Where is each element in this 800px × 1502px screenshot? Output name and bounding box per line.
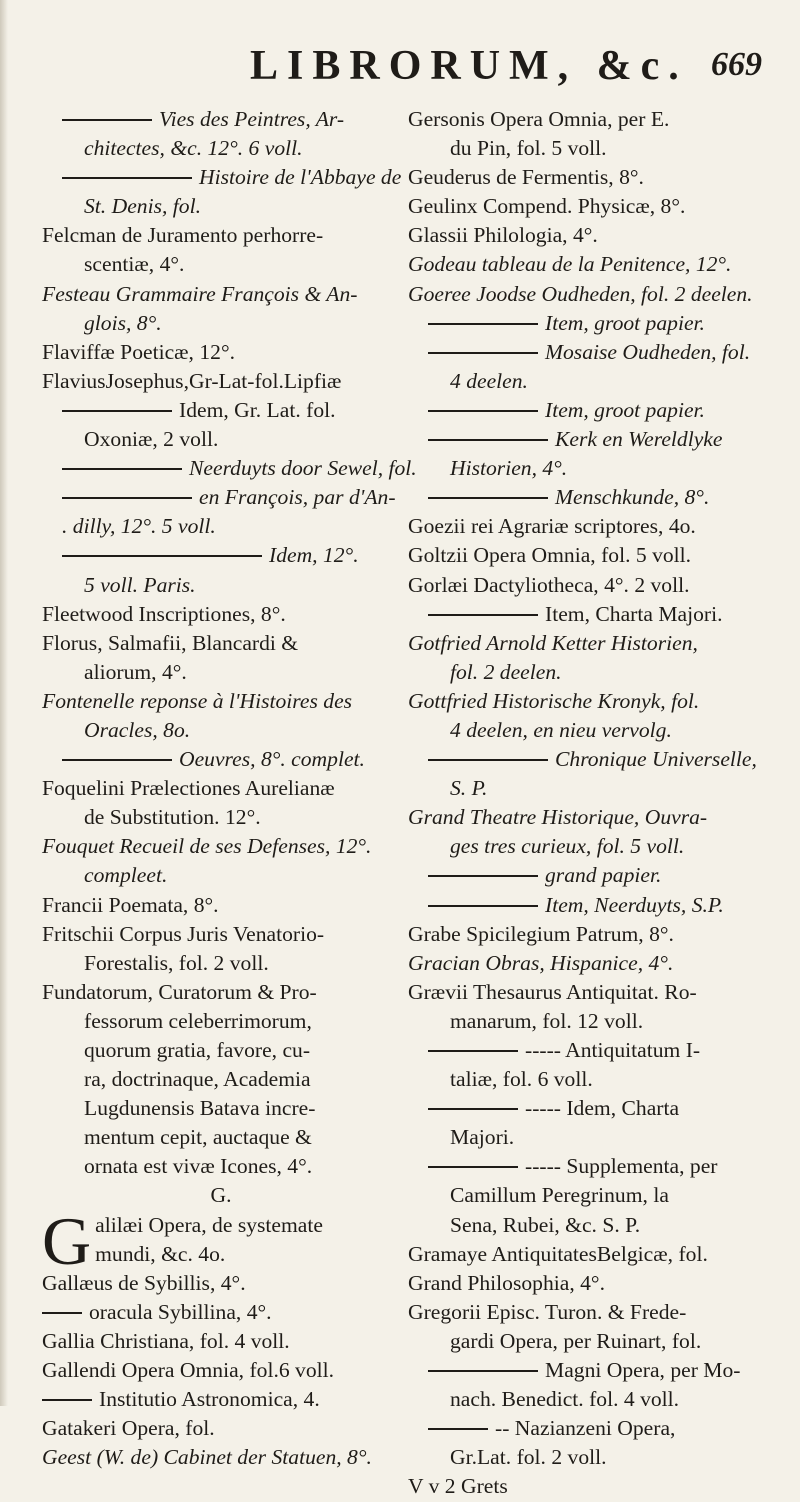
entry-text: . dilly, 12°. 5 voll. (62, 514, 216, 539)
catalogue-line (42, 105, 400, 134)
catalogue-line (408, 221, 778, 250)
catalogue-line (408, 1327, 778, 1356)
ditto-rule (428, 759, 548, 761)
ditto-rule (428, 1108, 518, 1110)
catalogue-line (42, 338, 400, 367)
catalogue-line (408, 192, 778, 221)
catalogue-line (408, 1152, 778, 1181)
ditto-rule (62, 119, 152, 121)
entry-text: aliorum, 4°. (84, 659, 187, 684)
catalogue-line (408, 250, 778, 279)
catalogue-line (42, 309, 400, 338)
entry-text: Flaviffæ Poeticæ, 12°. (42, 339, 235, 364)
entry-text: du Pin, fol. 5 voll. (450, 136, 607, 161)
catalogue-line (408, 861, 778, 890)
entry-text: Idem, Gr. Lat. fol. (179, 397, 336, 422)
entry-text: Sena, Rubei, &c. S. P. (450, 1212, 641, 1237)
entry-text: ----- Supplementa, per (525, 1154, 718, 1179)
entry-text: Vies des Peintres, Ar- (159, 107, 345, 131)
entry-text: Oeuvres, 8°. complet. (179, 747, 365, 772)
catalogue-line (408, 134, 778, 163)
entry-text: mentum cepit, auctaque & (84, 1125, 312, 1150)
entry-text: Idem, 12°. (269, 543, 359, 568)
entry-text: 4 deelen, en nieu vervolg. (450, 717, 672, 742)
catalogue-line (42, 1385, 400, 1414)
entry-text: Francii Poemata, 8°. (42, 892, 219, 917)
catalogue-line (408, 1181, 778, 1210)
catalogue-line (42, 658, 400, 687)
entry-text: Oracles, 8o. (84, 717, 191, 742)
catalogue-line (408, 1123, 778, 1152)
catalogue-line (408, 1094, 778, 1123)
catalogue-line (408, 891, 778, 920)
catalogue-line (408, 1065, 778, 1094)
catalogue-line (42, 978, 400, 1007)
catalogue-line (408, 1036, 778, 1065)
catalogue-line (408, 1414, 778, 1443)
entry-text: Camillum Peregrinum, la (450, 1183, 669, 1208)
entry-text: ra, doctrinaque, Academia (84, 1067, 311, 1092)
entry-text: manarum, fol. 12 voll. (450, 1008, 644, 1033)
entry-text: Majori. (450, 1125, 515, 1150)
catalogue-line (42, 745, 400, 774)
catalogue-line (42, 367, 400, 396)
catalogue-line (42, 861, 400, 890)
ditto-rule (428, 410, 538, 412)
catalogue-line (42, 221, 400, 250)
catalogue-line (408, 1472, 778, 1501)
catalogue-line (42, 1094, 400, 1123)
catalogue-line (408, 541, 778, 570)
catalogue-line (408, 716, 778, 745)
catalogue-line (42, 600, 400, 629)
entry-text: Neerduyts door Sewel, fol. (189, 456, 417, 481)
catalogue-line (408, 658, 778, 687)
catalogue-line (42, 571, 400, 600)
entry-text: Item, groot papier. (545, 397, 705, 422)
entry-text: G. (210, 1183, 232, 1208)
catalogue-line (408, 629, 778, 658)
entry-text: mundi, &c. 4o. (95, 1241, 226, 1266)
entry-text: Goltzii Opera Omnia, fol. 5 voll. (408, 543, 692, 568)
entry-text: Chronique Universelle, (555, 747, 757, 772)
catalogue-line (42, 1240, 400, 1269)
catalogue-line (42, 1123, 400, 1152)
ditto-rule (62, 410, 172, 412)
right-column (408, 105, 778, 1499)
catalogue-line (408, 600, 778, 629)
ditto-rule (428, 1166, 518, 1168)
ditto-rule (42, 1399, 92, 1401)
ditto-rule (62, 177, 192, 179)
catalogue-line (42, 1327, 400, 1356)
entry-text: 5 voll. Paris. (84, 572, 196, 597)
catalogue-line (408, 396, 778, 425)
ditto-rule (62, 497, 192, 499)
entry-text: Fleetwood Inscriptiones, 8°. (42, 601, 286, 626)
entry-text: Gregorii Episc. Turon. & Frede- (408, 1299, 687, 1324)
ditto-rule (62, 759, 172, 761)
catalogue-line (42, 1443, 400, 1472)
catalogue-line (408, 774, 778, 803)
ditto-rule (428, 352, 538, 354)
catalogue-line (408, 978, 778, 1007)
catalogue-line (408, 803, 778, 832)
entry-text: Institutio Astronomica, 4. (99, 1387, 320, 1412)
catalogue-line (42, 803, 400, 832)
catalogue-line (42, 774, 400, 803)
entry-text: fessorum celeberrimorum, (84, 1008, 312, 1033)
entry-text: Felcman de Juramento perhorre- (42, 223, 324, 248)
entry-text: Geuderus de Fermentis, 8°. (408, 165, 644, 190)
entry-text: oracula Sybillina, 4°. (89, 1299, 272, 1324)
catalogue-line (42, 949, 400, 978)
entry-text: alilæi Opera, de systemate (95, 1212, 323, 1237)
entry-text: Gr.Lat. fol. 2 voll. (450, 1445, 607, 1470)
catalogue-line (42, 1269, 400, 1298)
ditto-rule (428, 439, 548, 441)
catalogue-line (408, 367, 778, 396)
entry-text: S. P. (450, 776, 488, 801)
entry-text: de Substitution. 12°. (84, 805, 261, 830)
catalogue-line (42, 1152, 400, 1181)
entry-text: 4 deelen. (450, 368, 528, 393)
entry-text: Grand Philosophia, 4°. (408, 1270, 605, 1295)
catalogue-line (408, 309, 778, 338)
entry-text: Historien, 4°. (450, 456, 568, 481)
catalogue-line (42, 1181, 400, 1210)
catalogue-line (42, 483, 400, 512)
catalogue-line (42, 1356, 400, 1385)
entry-text: Florus, Salmafii, Blancardi & (42, 630, 299, 655)
catalogue-line (408, 920, 778, 949)
entry-text: Forestalis, fol. 2 voll. (84, 950, 269, 975)
entry-text: Fritschii Corpus Juris Venatorio- (42, 921, 325, 946)
entry-text: ges tres curieux, fol. 5 voll. (450, 834, 685, 859)
entry-text: Gotfried Arnold Ketter Historien, (408, 630, 698, 655)
entry-text: Gracian Obras, Hispanice, 4°. (408, 950, 674, 975)
entry-text: Fouquet Recueil de ses Defenses, 12°. (42, 834, 372, 859)
catalogue-line (408, 571, 778, 600)
catalogue-line (42, 629, 400, 658)
entry-text: quorum gratia, favore, cu- (84, 1038, 311, 1062)
catalogue-line (408, 1385, 778, 1414)
entry-text: Kerk en Wereldlyke (555, 427, 723, 452)
ditto-rule (428, 1370, 538, 1372)
catalogue-line (42, 192, 400, 221)
entry-text: Gallæus de Sybillis, 4°. (42, 1270, 246, 1295)
entry-text: fol. 2 deelen. (450, 659, 562, 684)
ditto-rule (428, 614, 538, 616)
entry-text: -- Nazianzeni Opera, (495, 1416, 676, 1441)
entry-text: ----- Antiquitatum I- (525, 1038, 701, 1062)
catalogue-line (408, 745, 778, 774)
entry-text: Item, Neerduyts, S.P. (545, 892, 724, 917)
entry-text: Gersonis Opera Omnia, per E. (408, 107, 670, 131)
catalogue-line (42, 280, 400, 309)
ditto-rule (428, 905, 538, 907)
catalogue-line (42, 1007, 400, 1036)
entry-text: Item, Charta Majori. (545, 601, 723, 626)
entry-text: Magni Opera, per Mo- (545, 1358, 741, 1383)
entry-text: Item, groot papier. (545, 310, 705, 335)
catalogue-line (408, 1443, 778, 1472)
catalogue-line (42, 1414, 400, 1443)
entry-text: en François, par d'An- (199, 485, 396, 510)
catalogue-line (42, 1298, 400, 1327)
catalogue-line (42, 396, 400, 425)
entry-text: Fontenelle reponse à l'Histoires des (42, 688, 353, 713)
entry-text: Grand Theatre Historique, Ouvra- (408, 805, 708, 830)
catalogue-line (42, 687, 400, 716)
entry-text: taliæ, fol. 6 voll. (450, 1067, 593, 1092)
catalogue-line (408, 1269, 778, 1298)
entry-text: Grabe Spicilegium Patrum, 8°. (408, 921, 674, 946)
ditto-rule (62, 468, 182, 470)
ditto-rule (428, 1428, 488, 1430)
catalogue-line (408, 483, 778, 512)
catalogue-line (408, 105, 778, 134)
entry-text: ----- Idem, Charta (525, 1096, 680, 1121)
entry-text: Geulinx Compend. Physicæ, 8°. (408, 194, 686, 219)
catalogue-line (408, 832, 778, 861)
catalogue-line (408, 163, 778, 192)
ditto-rule (42, 1312, 82, 1314)
catalogue-line (408, 454, 778, 483)
catalogue-line (408, 949, 778, 978)
entry-text: chitectes, &c. 12°. 6 voll. (84, 136, 303, 161)
entry-text: FlaviusJosephus,Gr-Lat-fol.Lipfiæ (42, 368, 342, 393)
entry-text: Histoire de l'Abbaye de (199, 165, 402, 190)
ditto-rule (62, 555, 262, 557)
catalogue-line (408, 425, 778, 454)
entry-text: Gorlæi Dactyliotheca, 4°. 2 voll. (408, 572, 690, 597)
left-column (42, 105, 417, 1470)
running-head: LIBRORUM, &c. (250, 43, 688, 89)
entry-text: compleet. (84, 863, 168, 888)
catalogue-line (42, 832, 400, 861)
entry-text: Goezii rei Agrariæ scriptores, 4o. (408, 514, 696, 539)
catalogue-line (42, 1065, 400, 1094)
entry-text: Fundatorum, Curatorum & Pro- (42, 979, 317, 1004)
catalogue-line (408, 338, 778, 367)
catalogue-line (408, 1211, 778, 1240)
catalogue-line (42, 134, 400, 163)
entry-text: Menschkunde, 8°. (555, 485, 710, 510)
ditto-rule (428, 497, 548, 499)
entry-text: gardi Opera, per Ruinart, fol. (450, 1328, 702, 1353)
entry-text: Gramaye AntiquitatesBelgicæ, fol. (408, 1241, 708, 1266)
catalogue-line (42, 716, 400, 745)
catalogue-line (42, 920, 400, 949)
entry-text: Gallia Christiana, fol. 4 voll. (42, 1328, 290, 1353)
entry-text: St. Denis, fol. (84, 194, 201, 219)
entry-text: Gottfried Historische Kronyk, fol. (408, 688, 700, 713)
ditto-rule (428, 1050, 518, 1052)
drop-initial: G (42, 1202, 92, 1279)
entry-text: glois, 8°. (84, 310, 162, 335)
page-header (250, 42, 762, 98)
catalogue-line (408, 687, 778, 716)
catalogue-line (42, 250, 400, 279)
catalogue-line (408, 1356, 778, 1385)
entry-text: Festeau Grammaire François & An- (42, 281, 358, 306)
entry-text: nach. Benedict. fol. 4 voll. (450, 1387, 680, 1412)
entry-text: V v 2 Grets (408, 1474, 508, 1499)
entry-text: Grævii Thesaurus Antiquitat. Ro- (408, 979, 697, 1004)
catalogue-line (408, 1298, 778, 1327)
catalogue-line (42, 454, 417, 483)
ditto-rule (428, 323, 538, 325)
ditto-rule (428, 875, 538, 877)
entry-text: Geest (W. de) Cabinet der Statuen, 8°. (42, 1445, 372, 1470)
entry-text: scentiæ, 4°. (84, 252, 185, 277)
catalogue-line (408, 1240, 778, 1269)
catalogue-line (42, 891, 400, 920)
catalogue-line (42, 425, 400, 454)
catalogue-line (42, 1036, 400, 1065)
entry-text: Goeree Joodse Oudheden, fol. 2 deelen. (408, 281, 753, 306)
catalogue-line (408, 1007, 778, 1036)
catalogue-line (42, 541, 400, 570)
entry-text: Glassii Philologia, 4°. (408, 223, 598, 248)
entry-text: Lugdunensis Batava incre- (84, 1096, 316, 1121)
page-number: 669 (711, 46, 762, 83)
entry-text: Mosaise Oudheden, fol. (545, 339, 751, 364)
catalogue-line (42, 512, 400, 541)
catalogue-line (408, 512, 778, 541)
entry-text: Oxoniæ, 2 voll. (84, 427, 219, 452)
catalogue-line (42, 163, 400, 192)
entry-text: Gallendi Opera Omnia, fol.6 voll. (42, 1358, 335, 1383)
scan-edge (0, 0, 8, 1406)
entry-text: grand papier. (545, 863, 662, 888)
entry-text: Godeau tableau de la Penitence, 12°. (408, 252, 732, 277)
entry-text: Gatakeri Opera, fol. (42, 1416, 215, 1441)
entry-text: Foquelini Prælectiones Aurelianæ (42, 776, 335, 801)
entry-text: ornata est vivæ Icones, 4°. (84, 1154, 313, 1179)
catalogue-line (408, 280, 778, 309)
